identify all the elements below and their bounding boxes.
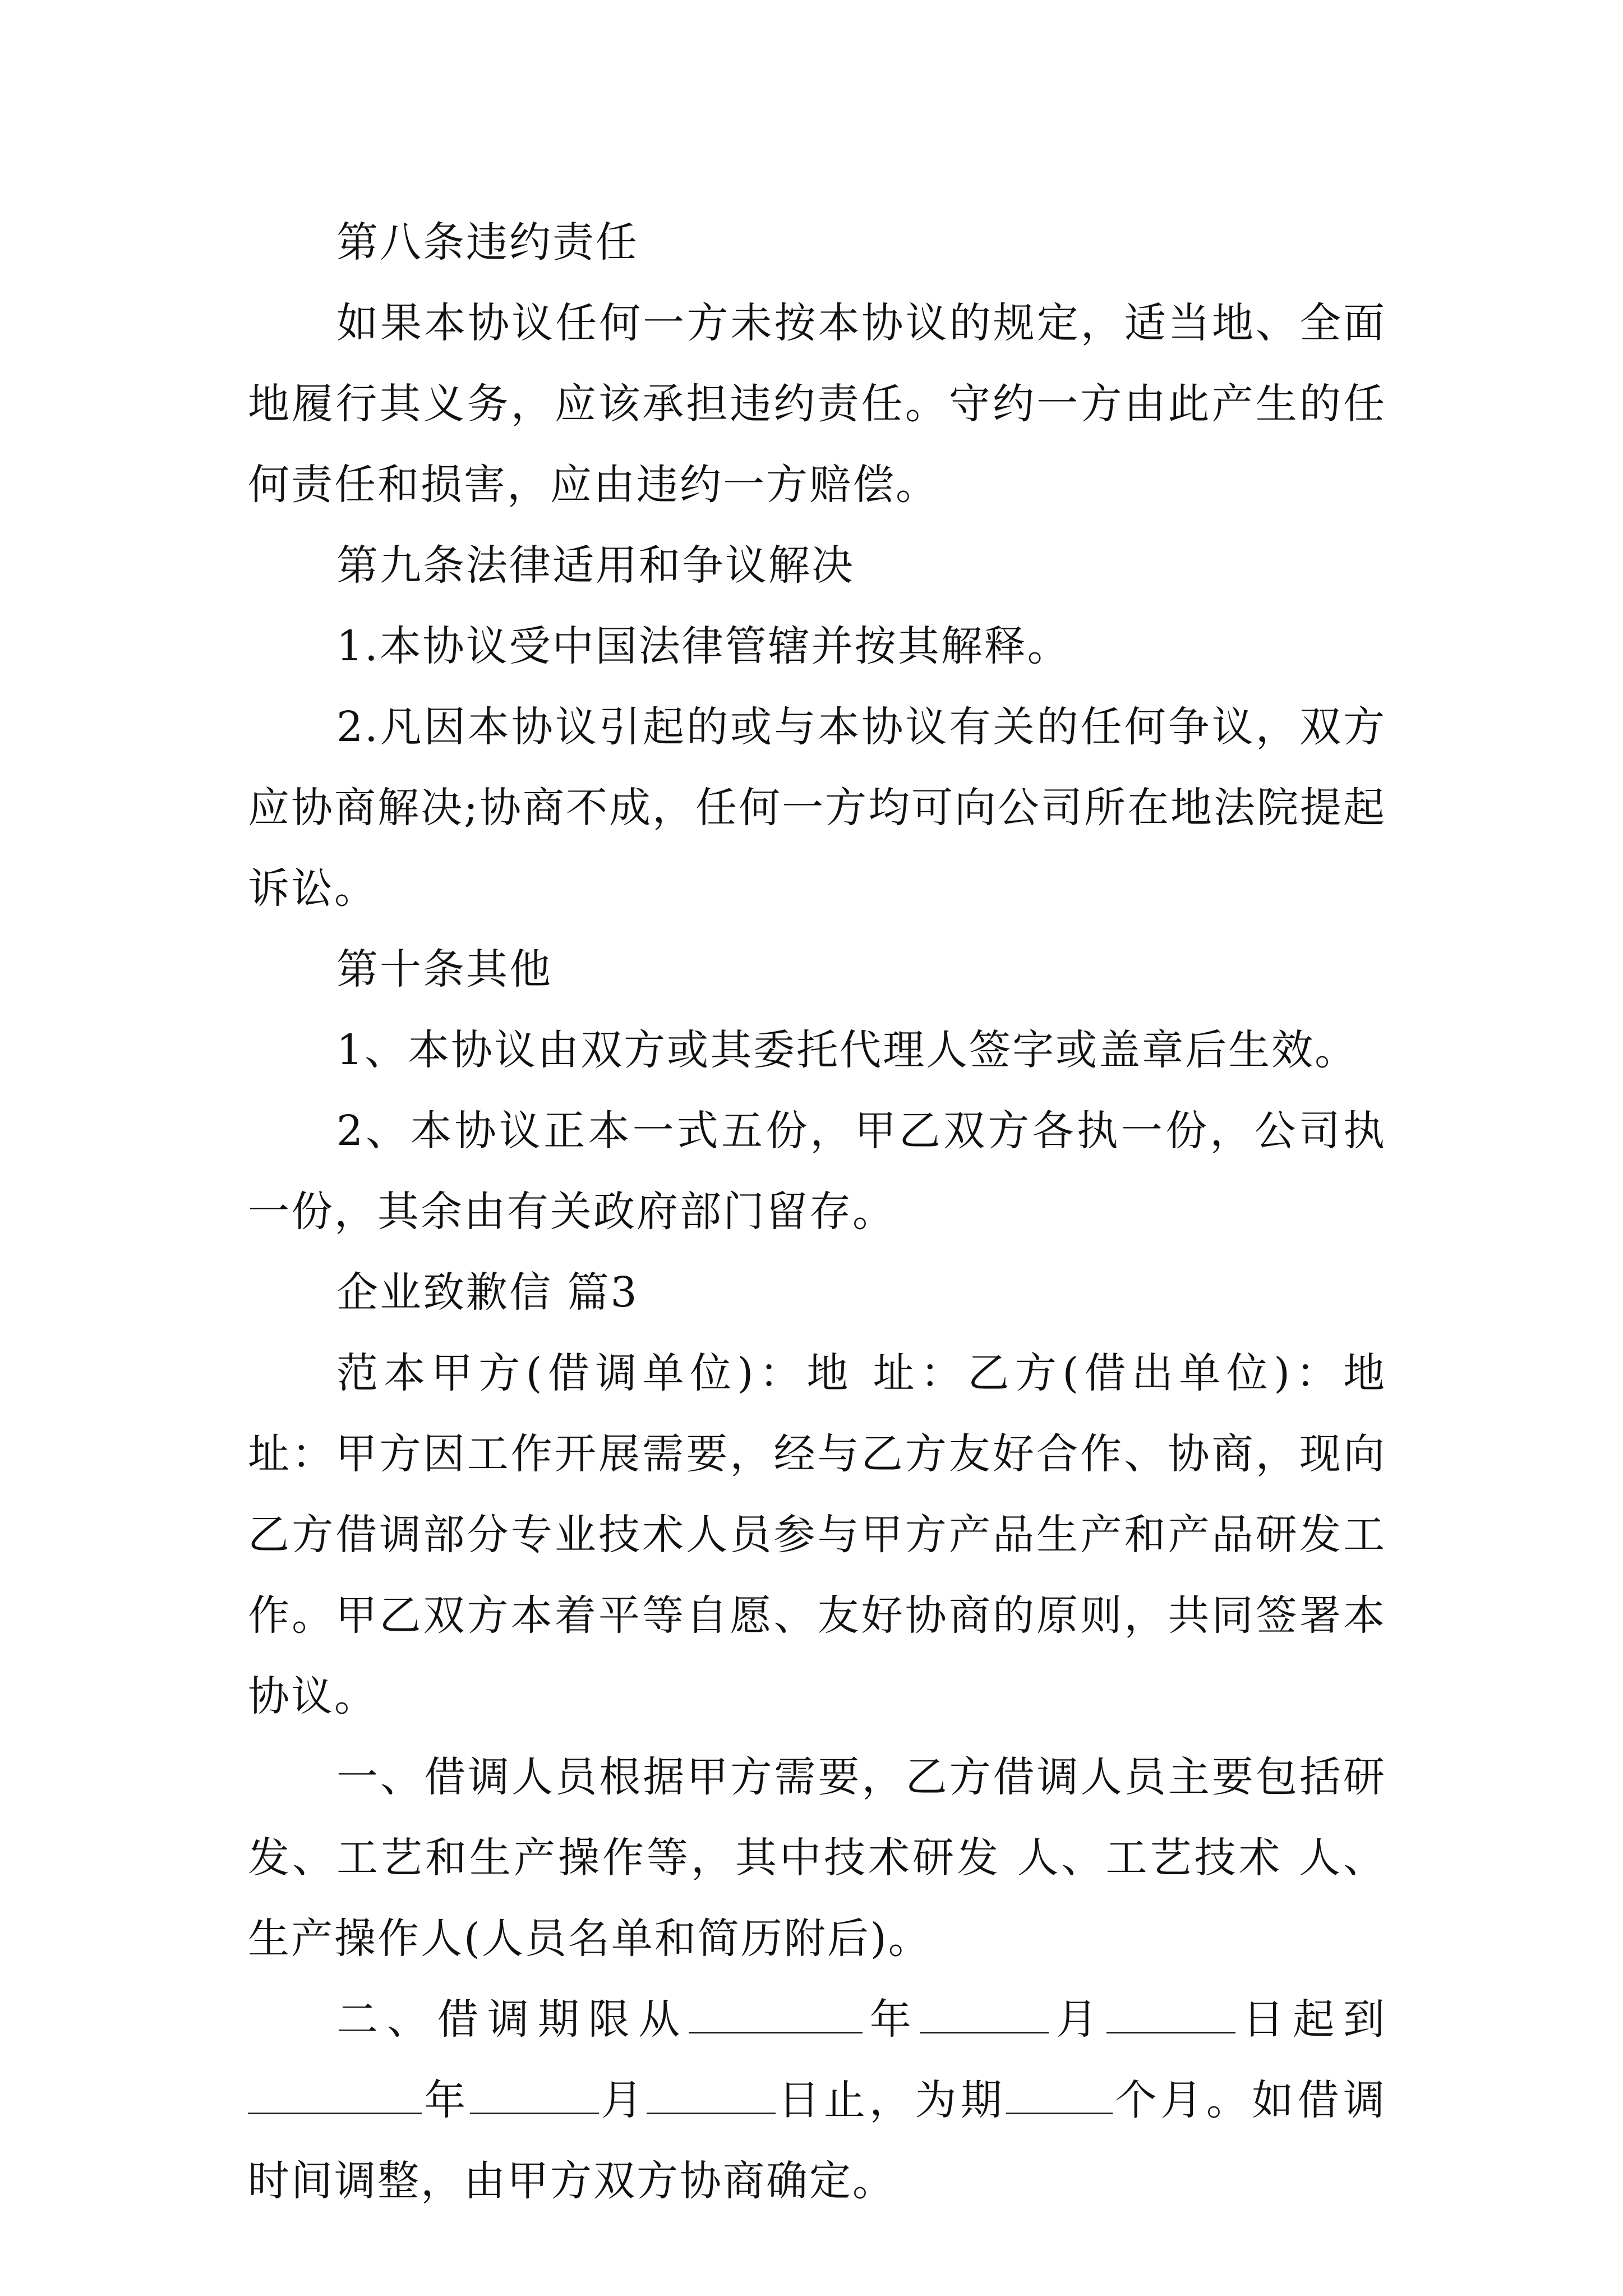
fill-blank-start-month[interactable]: [920, 1985, 1049, 2033]
term-day-1: 日起到: [1235, 1995, 1387, 2044]
document-body: [248, 202, 1386, 2221]
fill-blank-start-day[interactable]: [1106, 1985, 1235, 2033]
article-10-item-2: 2、本协议正本一式五份，甲乙双方各执一份，公司执一份，其余由有关政府部门留存。: [248, 1107, 1386, 1236]
section-title: 企业致歉信 篇3: [336, 1268, 639, 1317]
clause-1: 一、借调人员根据甲方需要，乙方借调人员主要包括研发、工艺和生产操作等，其中技术研发 人、工艺技术 人、生产操作人(人员名单和简历附后)。: [248, 1753, 1386, 1963]
fill-blank-end-year[interactable]: [248, 2065, 422, 2114]
article-9-item-1: 1.本协议受中国法律管辖并按其解释。: [336, 622, 1071, 670]
term-month-1: 月: [1049, 1995, 1106, 2044]
article-8-text: 如果本协议任何一方未按本协议的规定，适当地、全面地履行其义务，应该承担违约责任。守约一方由此产生的任何责任和损害，应由违约一方赔偿。: [248, 299, 1386, 509]
term-year-2: 年: [422, 2076, 470, 2124]
article-9-item-2: 2.凡因本协议引起的或与本协议有关的任何争议，双方应协商解决;协商不成，任何一方均可向公司所在地法院提起诉讼。: [248, 703, 1386, 913]
term-prefix: 二、借调期限从: [336, 1995, 689, 2044]
term-year-1: 年: [863, 1995, 920, 2044]
article-9-heading: 第九条法律适用和争议解决: [336, 541, 855, 590]
clause-2-term: [248, 1979, 1386, 2221]
template-intro: 范本甲方(借调单位)：地 址：乙方(借出单位)：地 址：甲方因工作开展需要，经与乙方友好合作、协商，现向乙方借调部分专业技术人员参与甲方产品生产和产品研发工作。甲乙双方本着平等自愿、友好协商的原则，共同签署本协议。: [248, 1349, 1386, 1720]
term-month-2: 月: [598, 2076, 647, 2124]
fill-blank-start-year[interactable]: [689, 1985, 863, 2033]
article-8-heading: 第八条违约责任: [336, 218, 639, 266]
article-10-item-1: 1、本协议由双方或其委托代理人签字或盖章后生效。: [336, 1026, 1358, 1074]
article-10-heading: 第十条其他: [336, 945, 552, 993]
fill-blank-duration[interactable]: [1006, 2065, 1113, 2114]
term-day-2: 日止，为期: [776, 2076, 1007, 2124]
term-suffix: 个月。如借调时间调整，由甲方双方协商确定。: [248, 2076, 1386, 2205]
fill-blank-end-month[interactable]: [470, 2065, 599, 2114]
fill-blank-end-day[interactable]: [647, 2065, 776, 2114]
